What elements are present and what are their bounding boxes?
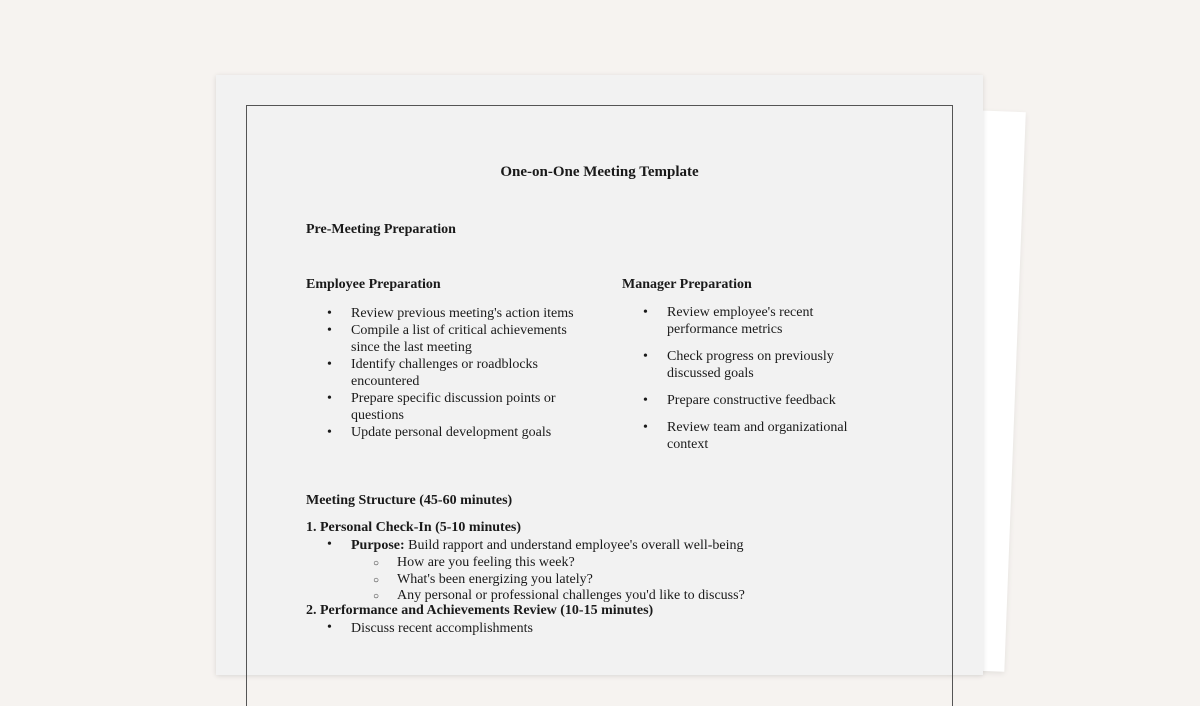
manager-preparation-list (622, 304, 887, 463)
list-item: • Check progress on previously discussed goals (622, 348, 887, 382)
employee-preparation-list (306, 305, 596, 441)
section-heading-pre-meeting: Pre-Meeting Preparation (306, 222, 456, 237)
bullet: • (327, 537, 332, 552)
meeting-structure-heading: Meeting Structure (45-60 minutes) (306, 493, 513, 508)
sub-bullet: ○ (373, 575, 380, 586)
list-item: • Review previous meeting's action items (306, 305, 596, 322)
list-item: • Prepare constructive feedback (622, 392, 887, 409)
checkin-question: Any personal or professional challenges you'd like to discuss? (397, 588, 745, 603)
sub-bullet: ○ (373, 558, 380, 569)
bullet: • (327, 620, 332, 635)
document-title: One-on-One Meeting Template (500, 164, 699, 180)
list-item: • Prepare specific discussion points or questions (306, 390, 596, 424)
sub-bullet: ○ (373, 591, 380, 602)
purpose-text: Build rapport and understand employee's overall well-being (404, 538, 744, 553)
performance-review-heading: 2. Performance and Achievements Review (10-15 minutes) (306, 603, 654, 618)
list-item: • Review team and organizational context (622, 419, 887, 453)
list-item: • Update personal development goals (306, 424, 596, 441)
manager-preparation-heading: Manager Preparation (622, 277, 752, 292)
checkin-question: What's been energizing you lately? (397, 572, 593, 587)
document-page (216, 75, 983, 675)
review-item: Discuss recent accomplishments (351, 621, 533, 636)
list-item: • Review employee's recent performance metrics (622, 304, 887, 338)
purpose-label: Purpose: (351, 538, 405, 553)
purpose-line (351, 537, 744, 554)
checkin-question: How are you feeling this week? (397, 555, 575, 570)
personal-checkin-heading: 1. Personal Check-In (5-10 minutes) (306, 520, 522, 535)
employee-preparation-heading: Employee Preparation (306, 277, 441, 292)
list-item: • Compile a list of critical achievements since the last meeting (306, 322, 596, 356)
list-item: • Identify challenges or roadblocks encountered (306, 356, 596, 390)
